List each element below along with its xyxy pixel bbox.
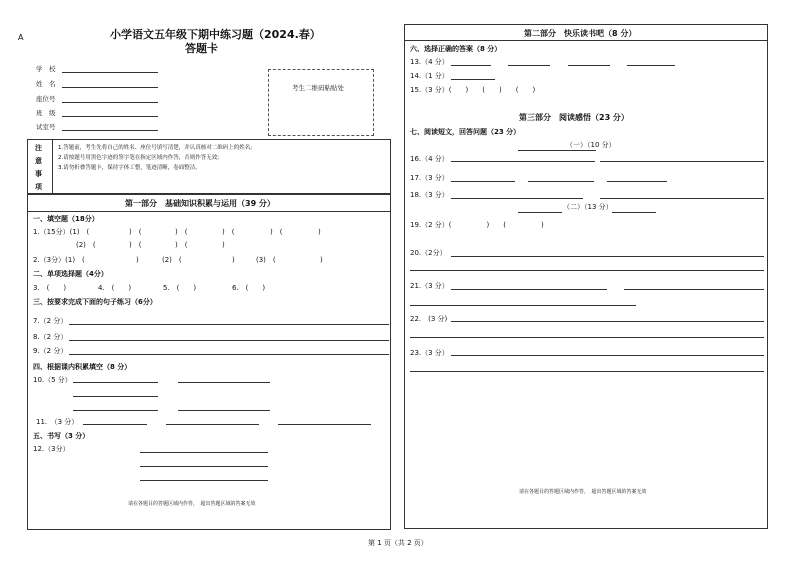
q17-label: 17.（3 分） — [410, 174, 449, 182]
q12-answer-line[interactable] — [140, 480, 268, 481]
q3-choice[interactable]: 3. ( ) — [33, 284, 67, 292]
q13-answer-line[interactable] — [627, 65, 675, 66]
section1-title: 一、填空题（18分） — [33, 215, 99, 223]
section2-title: 二、单项选择题（4分） — [33, 270, 108, 278]
q1-blank[interactable]: ) ( — [175, 228, 188, 236]
q16-answer-line[interactable] — [451, 161, 595, 162]
field-label-seat: 座位号 — [36, 95, 56, 103]
q10-answer-line[interactable] — [73, 410, 158, 411]
q16-label: 16.（4 分） — [410, 155, 449, 163]
qr-label: 考生二维码粘贴处 — [292, 84, 344, 92]
q1-blank[interactable]: ) ( — [175, 241, 188, 249]
q18-answer-line[interactable] — [600, 198, 764, 199]
section6-title: 六、选择正确的答案（8 分） — [410, 45, 502, 53]
q1-blank[interactable]: ) ( — [222, 228, 235, 236]
q13-answer-line[interactable] — [568, 65, 610, 66]
notice-item: 1.答题前，考生先将自己的姓名、座位号填写清楚，并认真核对二维码上的姓名; — [58, 145, 253, 151]
q22-label: 22. (3 分) — [410, 315, 448, 323]
notice-heading: 注 意 事 项 — [35, 144, 42, 191]
q1-blank[interactable]: ) — [222, 241, 225, 249]
section4-title: 四、根据课内积累填空（8 分） — [33, 363, 132, 371]
q1-blank[interactable]: ) ( — [129, 241, 142, 249]
q14-label: 14.（1 分） — [410, 72, 449, 80]
q20-label: 20.（2分） — [410, 249, 447, 257]
q2-label: 2.（3分）(1) ( — [33, 256, 85, 264]
q10-answer-line[interactable] — [178, 410, 270, 411]
notice-item: 3.请勿折叠答题卡，保持字体工整，笔迹清晰，卷面整洁。 — [58, 165, 201, 171]
q20-answer-line[interactable] — [451, 256, 764, 257]
q2-blank[interactable]: ) — [320, 256, 323, 264]
q9-label: 9.（2 分） — [33, 347, 68, 355]
field-label-name: 姓 名 — [36, 80, 56, 88]
reading-one-label: （一）（10 分） — [566, 141, 616, 149]
q1-blank[interactable]: ) ( — [270, 228, 283, 236]
q15-answer[interactable]: 15.（3 分）( ) ( ) ( ) — [410, 86, 536, 94]
field-label-school: 学 校 — [36, 65, 56, 73]
q17-answer-line[interactable] — [451, 181, 515, 182]
q10-answer-line[interactable] — [73, 382, 158, 383]
q5-choice[interactable]: 5. ( ) — [163, 284, 197, 292]
right-column-box — [404, 24, 768, 529]
q19-answer[interactable]: 19.（2 分）( ) ( ) — [410, 221, 544, 229]
q11-answer-line[interactable] — [278, 424, 371, 425]
q21-label: 21.（3 分） — [410, 282, 449, 290]
field-label-class: 班 级 — [36, 109, 56, 117]
q1-blank[interactable]: ) ( — [129, 228, 142, 236]
section7-title: 七、阅读短文，回答问题（23 分） — [410, 128, 521, 136]
q2-blank[interactable]: (2) ( — [162, 256, 182, 264]
q6-choice[interactable]: 6. ( ) — [232, 284, 266, 292]
q13-label: 13.（4 分） — [410, 58, 449, 66]
page-subtitle: 答题卡 — [185, 42, 218, 55]
q12-label: 12.（3分） — [33, 445, 70, 453]
q11-answer-line[interactable] — [166, 424, 259, 425]
q7-answer-line[interactable] — [69, 324, 389, 325]
seat-field[interactable] — [62, 102, 158, 103]
part1-title: 第一部分 基础知识积累与运用（39 分） — [125, 199, 275, 208]
q8-label: 8.（2 分） — [33, 333, 68, 341]
q12-answer-line[interactable] — [140, 452, 268, 453]
q17-answer-line[interactable] — [607, 181, 667, 182]
qr-code-area — [268, 69, 374, 136]
q14-answer-line[interactable] — [451, 79, 495, 80]
part3-footer-note: 请在各题目的答题区域内作答， 超出答题区域的答案无效 — [519, 489, 647, 495]
version-label: A — [18, 33, 24, 42]
part3-title: 第三部分 阅读感悟（23 分） — [519, 113, 629, 122]
q21-answer-line[interactable] — [451, 289, 607, 290]
q20-answer-line[interactable] — [410, 270, 764, 271]
q1-label: 1.（15分）(1) ( — [33, 228, 90, 236]
q12-answer-line[interactable] — [140, 466, 268, 467]
q13-answer-line[interactable] — [451, 65, 491, 66]
q22-answer-line[interactable] — [410, 337, 764, 338]
q16-answer-line[interactable] — [600, 161, 764, 162]
q10-answer-line[interactable] — [178, 382, 270, 383]
reading-one-line — [518, 150, 596, 151]
q2-blank[interactable]: (3) ( — [256, 256, 276, 264]
reading-two-line — [518, 212, 562, 213]
q11-answer-line[interactable] — [83, 424, 147, 425]
page-title: 小学语文五年级下期中练习题（2024.春） — [110, 28, 321, 41]
q23-answer-line[interactable] — [410, 371, 764, 372]
q2-blank[interactable]: ) — [136, 256, 139, 264]
room-field[interactable] — [62, 130, 158, 131]
page-number: 第 1 页（共 2 页） — [368, 539, 428, 547]
q8-answer-line[interactable] — [69, 340, 389, 341]
q11-label: 11. （3 分） — [36, 418, 79, 426]
q22-answer-line[interactable] — [451, 321, 764, 322]
q17-answer-line[interactable] — [528, 181, 594, 182]
q13-answer-line[interactable] — [508, 65, 550, 66]
q21-answer-line[interactable] — [410, 305, 636, 306]
q18-answer-line[interactable] — [451, 198, 583, 199]
q4-choice[interactable]: 4. ( ) — [98, 284, 132, 292]
q23-answer-line[interactable] — [451, 355, 764, 356]
notice-item: 2.请按题号用黑色字迹的签字笔在指定区域内作答，否则作答无效; — [58, 155, 220, 161]
q7-label: 7.（2 分） — [33, 317, 68, 325]
notice-text — [58, 143, 252, 173]
q10-answer-line[interactable] — [73, 396, 158, 397]
section3-title: 三、按要求完成下面的句子练习（6分） — [33, 298, 157, 306]
q10-label: 10.（5 分） — [33, 376, 72, 384]
part2-title: 第二部分 快乐读书吧（8 分） — [524, 29, 637, 38]
q21-answer-line[interactable] — [624, 289, 764, 290]
section5-title: 五、书写（3 分） — [33, 432, 90, 440]
reading-two-line — [612, 212, 656, 213]
q1-blank[interactable]: ) — [318, 228, 321, 236]
q2-blank[interactable]: ) — [232, 256, 235, 264]
reading-two-label: （二）（13 分） — [563, 203, 613, 211]
class-field[interactable] — [62, 116, 158, 117]
name-field[interactable] — [62, 87, 158, 88]
field-label-room: 试室号 — [36, 123, 56, 131]
q23-label: 23.（3 分） — [410, 349, 449, 357]
q9-answer-line[interactable] — [69, 354, 389, 355]
q1-part2-label: (2) ( — [76, 241, 96, 249]
part1-footer-note: 请在各题目的答题区域内作答， 超出答题区域的答案无效 — [128, 501, 256, 507]
school-field[interactable] — [62, 72, 158, 73]
q18-label: 18.（3 分） — [410, 191, 449, 199]
